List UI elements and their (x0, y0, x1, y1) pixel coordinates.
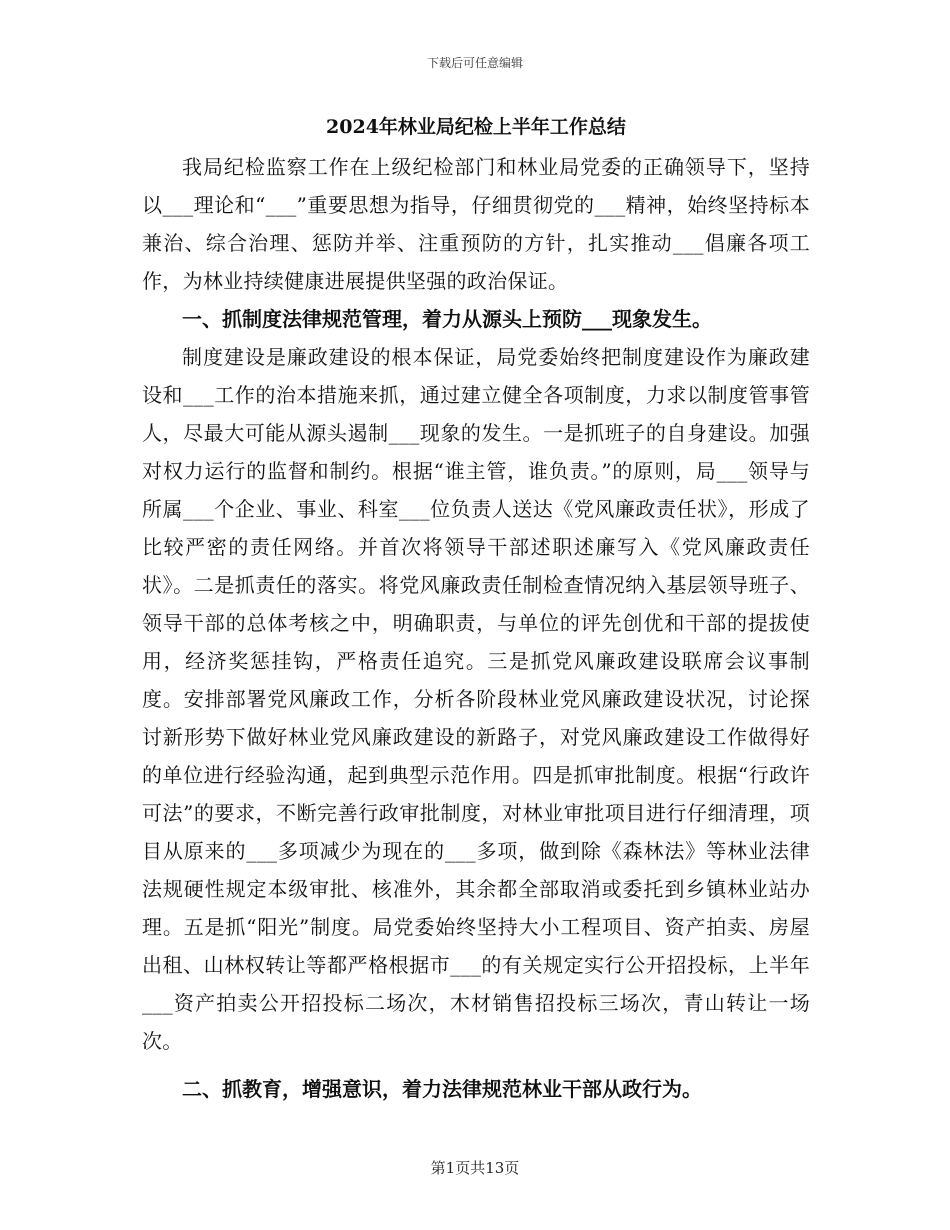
document-body (142, 112, 810, 1108)
intro-paragraph: 我局纪检监察工作在上级纪检部门和林业局党委的正确领导下，坚持以___理论和“___”重要思想为指导，仔细贯彻党的___精神，始终坚持标本兼治、综合治理、惩防并举、注重预防的方针，扎实推动___倡廉各项工作，为林业持续健康进展提供坚强的政治保证。 (142, 155, 810, 293)
page-header-note: 下载后可任意编辑 (426, 56, 523, 70)
section-heading-1: 一、抓制度法律规范管理，着力从源头上预防___现象发生。 (182, 307, 712, 331)
section-heading-2: 二、抓教育，增强意识，着力法律规范林业干部从政行为。 (182, 1077, 702, 1101)
page-number: 第1页共13页 (430, 1159, 520, 1177)
section-1-paragraph: 制度建设是廉政建设的根本保证，局党委始终把制度建设作为廉政建设和___工作的治本措施来抓，通过建立健全各项制度，力求以制度管事管人，尽最大可能从源头遏制___现象的发生。一是抓班子的自身建设。加强对权力运行的监督和制约。根据“谁主管，谁负责。”的原则，局___领导与所属___个企业、事业、科室___位负责人送达《党风廉政责任状》，形成了比较严密的责任网络。并首次将领导干部述职述廉写入《党风廉政责任状》。二是抓责任的落实。将党风廉政责任制检查情况纳入基层领导班子、领导干部的总体考核之中，明确职责，与单位的评先创优和干部的提拔使用，经济奖惩挂钩，严格责任追究。三是抓党风廉政建设联席会议事制度。安排部署党风廉政工作，分析各阶段林业党风廉政建设状况，讨论探讨新形势下做好林业党风廉政建设的新路子，对党风廉政建设工作做得好的单位进行经验沟通，起到典型示范作用。四是抓审批制度。根据“行政许可法”的要求，不断完善行政审批制度，对林业审批项目进行仔细清理，项目从原来的___多项减少为现在的___多项，做到除《森林法》等林业法律法规硬性规定本级审批、核准外，其余都全部取消或委托到乡镇林业站办理。五是抓“阳光”制度。局党委始终坚持大小工程项目、资产拍卖、房屋出租、山林权转让等都严格根据市___的有关规定实行公开招投标，上半年___资产拍卖公开招投标二场次，木材销售招投标三场次，青山转让一场次。 (142, 345, 810, 1053)
document-title: 2024年林业局纪检上半年工作总结 (326, 116, 626, 138)
